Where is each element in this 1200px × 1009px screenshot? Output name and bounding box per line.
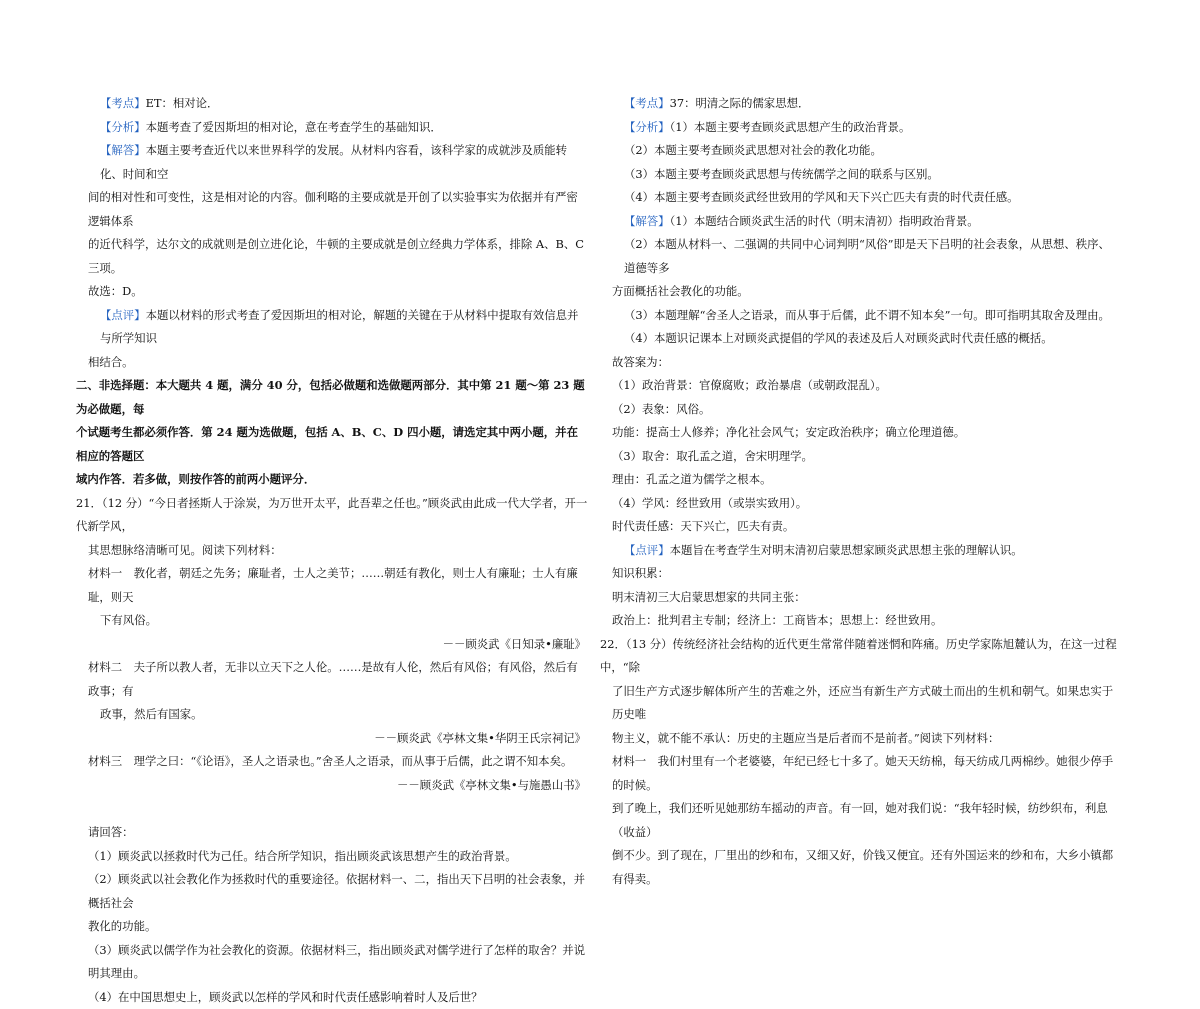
fenxi-line-3: （3）本题主要考查顾炎武思想与传统儒学之间的联系与区别。	[612, 163, 1117, 187]
question-2-line-1: （2）顾炎武以社会教化作为拯救时代的重要途径。依据材料一、二，指出天下吕明的社会表象，并概括社会	[88, 868, 588, 915]
material2-line-2: 政事，然后有国家。	[88, 703, 588, 727]
q22-line-2: 了旧生产方式逐步解体所产生的苦难之外，还应当有新生产方式破土而出的生机和朝气。如果忠实于历史唯	[612, 680, 1117, 727]
question-3: （3）顾炎武以儒学作为社会教化的资源。依据材料三，指出顾炎武对儒学进行了怎样的取舍？并说明其理由。	[88, 939, 588, 986]
knowledge-heading: 知识积累：	[612, 562, 1117, 586]
jieda-line	[88, 139, 588, 186]
q21-line-2: 其思想脉络清晰可见。阅读下列材料：	[88, 539, 588, 563]
answer-1: （1）政治背景：官僚腐败；政治暴虐（或朝政混乱）。	[612, 374, 1117, 398]
spacer	[88, 797, 588, 821]
dianping-tag: 【点评】	[624, 543, 670, 557]
kaodian-text: ET：相对论．	[146, 96, 219, 110]
section-heading-2: 个试题考生都必须作答．第 24 题为选做题，包括 A、B、C、D 四小题，请选定其中两小题，并在相应的答题区	[76, 421, 588, 468]
dianping-text: 本题以材料的形式考查了爱因斯坦的相对论，解题的关键在于从材料中提取有效信息并与所学知识	[100, 308, 578, 346]
jieda-line-2b: 方面概括社会教化的功能。	[612, 280, 1117, 304]
question-1: （1）顾炎武以拯救时代为己任。结合所学知识，指出顾炎武该思想产生的政治背景。	[88, 845, 588, 869]
q22-material1-line-3: 倒不少。到了现在，厂里出的纱和布，又细又好，价钱又便宜。还有外国运来的纱和布，大乡小镇都有得卖。	[612, 844, 1117, 891]
dianping-line	[612, 539, 1117, 563]
jieda-line-3: 的近代科学，达尔文的成就则是创立进化论，牛顿的主要成就是创立经典力学体系，排除 A、B、C 三项。	[88, 233, 588, 280]
q22-line-3: 物主义，就不能不承认：历史的主题应当是后者而不是前者。”阅读下列材料：	[612, 727, 1117, 751]
ask-line: 请回答：	[88, 821, 588, 845]
q22-material1-line-1: 材料一 我们村里有一个老婆婆，年纪已经七十多了。她天天纺棉，每天纺成几两棉纱。她很少停手的时候。	[612, 750, 1117, 797]
material3-line-1: 材料三 理学之曰：“《论语》，圣人之语录也。”舍圣人之语录，而从事于后儒，此之谓不知本矣。	[88, 750, 588, 774]
answer-3-reason: 理由：孔孟之道为儒学之根本。	[612, 468, 1117, 492]
dianping-line	[88, 304, 588, 351]
question-4: （4）在中国思想史上，顾炎武以怎样的学风和时代责任感影响着时人及后世？	[88, 986, 588, 1009]
material2-line-1: 材料二 夫子所以教人者，无非以立天下之人伦。……是故有人伦，然后有风俗；有风俗，然后有政事；有	[88, 656, 588, 703]
fenxi-tag: 【分析】	[100, 120, 146, 134]
jieda-line-2: 间的相对性和可变性，这是相对论的内容。伽利略的主要成就是开创了以实验事实为依据并有严密逻辑体系	[88, 186, 588, 233]
answer-4-duty: 时代责任感：天下兴亡，匹夫有责。	[612, 515, 1117, 539]
jieda-line-2: （2）本题从材料一、二强调的共同中心词判明“风俗”即是天下吕明的社会表象，从思想、秩序、道德等多	[612, 233, 1117, 280]
jieda-text: （1）本题结合顾炎武生活的时代（明末清初）指明政治背景。	[670, 214, 979, 228]
jieda-tag: 【解答】	[100, 143, 146, 157]
answer-heading: 故答案为：	[612, 351, 1117, 375]
material1-line-1: 材料一 教化者，朝廷之先务；廉耻者，士人之美节；……朝廷有教化，则士人有廉耻；士人有廉耻，则天	[88, 562, 588, 609]
answer-2: （2）表象：风俗。	[612, 398, 1117, 422]
kaodian-tag: 【考点】	[100, 96, 146, 110]
fenxi-text: （1）本题主要考查顾炎武思想产生的政治背景。	[670, 120, 911, 134]
answer-2-function: 功能：提高士人修养；净化社会风气；安定政治秩序；确立伦理道德。	[612, 421, 1117, 445]
kaodian-tag: 【考点】	[624, 96, 670, 110]
question-2-line-2: 教化的功能。	[88, 915, 588, 939]
section-heading-3: 域内作答．若多做，则按作答的前两小题评分．	[76, 468, 588, 492]
jieda-tag: 【解答】	[624, 214, 670, 228]
fenxi-line	[88, 116, 588, 140]
q21-line-1: 21．（12 分）“今日者拯斯人于涂炭，为万世开太平，此吾辈之任也。”顾炎武由此成一代大学者，开一代新学风，	[76, 492, 588, 539]
knowledge-line-2: 政治上：批判君主专制；经济上：工商皆本；思想上：经世致用。	[612, 609, 1117, 633]
kaodian-line	[612, 92, 1117, 116]
jieda-line	[612, 210, 1117, 234]
right-column	[612, 92, 1117, 891]
q22-line-1: 22．（13 分）传统经济社会结构的近代更生常常伴随着迷惘和阵痛。历史学家陈旭麓认为，在这一过程中，“除	[600, 633, 1117, 680]
jieda-text: 本题主要考查近代以来世界科学的发展。从材料内容看，该科学家的成就涉及质能转化、时间和空	[100, 143, 567, 181]
answer-3: （3）取舍：取孔孟之道，舍宋明理学。	[612, 445, 1117, 469]
kaodian-line	[88, 92, 588, 116]
fenxi-line-2: （2）本题主要考查顾炎武思想对社会的教化功能。	[612, 139, 1117, 163]
material2-source: －－顾炎武《亭林文集•华阴王氏宗祠记》	[88, 727, 588, 751]
knowledge-line-1: 明末清初三大启蒙思想家的共同主张：	[612, 586, 1117, 610]
answer-4: （4）学风：经世致用（或崇实致用）。	[612, 492, 1117, 516]
fenxi-text: 本题考查了爱因斯坦的相对论，意在考查学生的基础知识．	[146, 120, 442, 134]
kaodian-text: 37：明清之际的儒家思想．	[670, 96, 810, 110]
dianping-line-2: 相结合。	[88, 351, 588, 375]
fenxi-tag: 【分析】	[624, 120, 670, 134]
dianping-tag: 【点评】	[100, 308, 146, 322]
jieda-line-3: （3）本题理解“舍圣人之语录，而从事于后儒，此不谓不知本矣”一句。即可指明其取舍及理由。	[612, 304, 1117, 328]
fenxi-line-4: （4）本题主要考查顾炎武经世致用的学风和天下兴亡匹夫有责的时代责任感。	[612, 186, 1117, 210]
material1-line-2: 下有风俗。	[88, 609, 588, 633]
guxuan-line: 故选：D。	[88, 280, 588, 304]
dianping-text: 本题旨在考查学生对明末清初启蒙思想家顾炎武思想主张的理解认识。	[670, 543, 1023, 557]
q22-material1-line-2: 到了晚上，我们还听见她那纺车摇动的声音。有一回，她对我们说：“我年轻时候，纺纱织布，利息（收益）	[612, 797, 1117, 844]
left-column	[88, 92, 588, 1009]
material1-source: －－顾炎武《日知录•廉耻》	[88, 633, 588, 657]
jieda-line-4: （4）本题识记课本上对顾炎武提倡的学风的表述及后人对顾炎武时代责任感的概括。	[612, 327, 1117, 351]
material3-source: －－顾炎武《亭林文集•与施愚山书》	[88, 774, 588, 798]
section-heading-1: 二、非选择题：本大题共 4 题，满分 40 分，包括必做题和选做题两部分．其中第 21 题～第 23 题为必做题，每	[76, 374, 588, 421]
fenxi-line	[612, 116, 1117, 140]
